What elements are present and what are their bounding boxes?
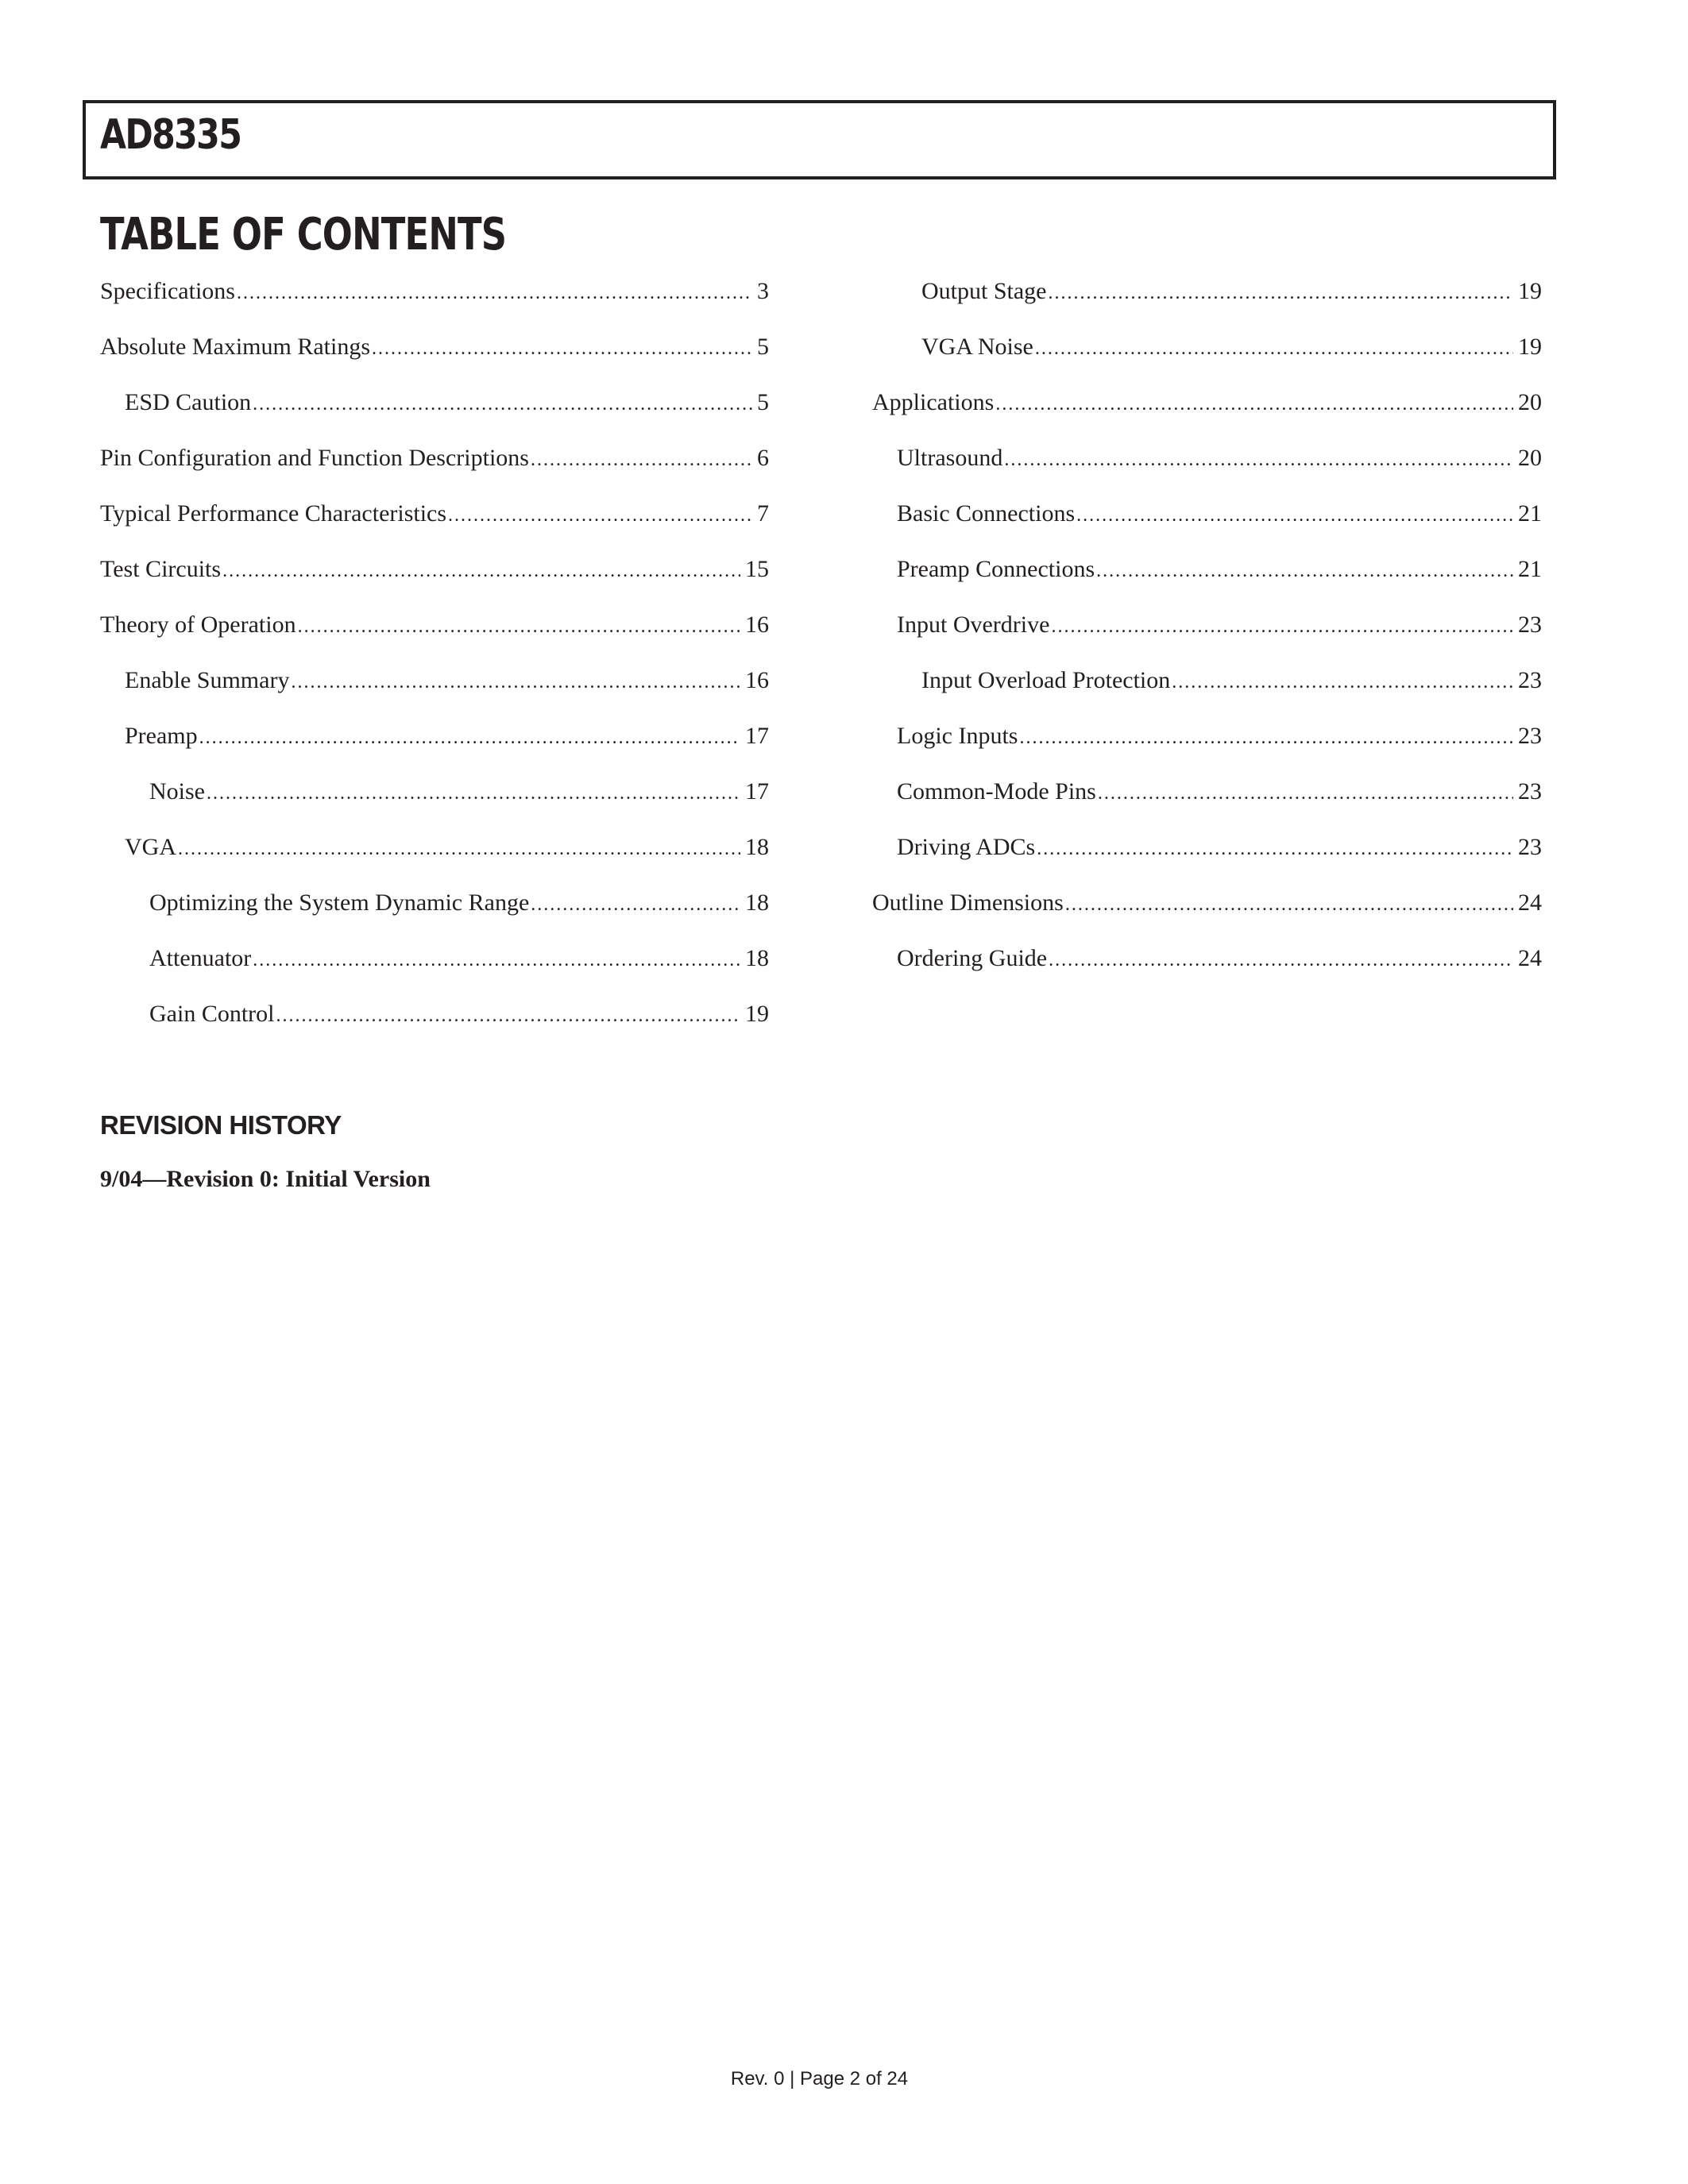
- toc-entry-title: Input Overload Protection: [921, 667, 1171, 693]
- dot-leader: [222, 550, 740, 592]
- dot-leader: [1004, 438, 1513, 481]
- toc-entry-title: Attenuator: [149, 945, 252, 971]
- dot-leader: [207, 772, 740, 815]
- dot-leader: [199, 716, 740, 759]
- toc-entry-title: Specifications: [100, 278, 235, 304]
- dot-leader: [1051, 605, 1513, 648]
- toc-entry-page: 23: [1518, 723, 1542, 749]
- dot-leader: [298, 605, 740, 648]
- toc-entry-page: 16: [745, 667, 769, 693]
- toc-entry-page: 6: [757, 445, 769, 471]
- toc-left-column: [100, 270, 769, 1048]
- toc-entry-page: 23: [1518, 778, 1542, 805]
- toc-entry-title: Enable Summary: [125, 667, 290, 693]
- toc-entry[interactable]: [872, 715, 1542, 770]
- toc-entry-page: 23: [1518, 612, 1542, 638]
- revision-history-entry: 9/04—Revision 0: Initial Version: [100, 1166, 431, 1192]
- toc-entry[interactable]: [872, 604, 1542, 659]
- dot-leader: [1019, 716, 1513, 759]
- toc-entry[interactable]: [100, 937, 769, 993]
- toc-entry-page: 5: [757, 389, 769, 415]
- toc-entry-title: ESD Caution: [125, 389, 252, 415]
- toc-entry[interactable]: [100, 326, 769, 381]
- toc-entry[interactable]: [100, 882, 769, 937]
- dot-leader: [1049, 939, 1513, 982]
- toc-entry-page: 17: [745, 723, 769, 749]
- toc-entry[interactable]: [100, 270, 769, 326]
- dot-leader: [253, 383, 752, 426]
- toc-entry-page: 15: [745, 556, 769, 582]
- toc-entry-title: Pin Configuration and Function Descriptions: [100, 445, 529, 471]
- toc-entry-page: 18: [745, 945, 769, 971]
- dot-leader: [1096, 550, 1513, 592]
- toc-entry-page: 20: [1518, 445, 1542, 471]
- dot-leader: [372, 327, 752, 370]
- dot-leader: [1172, 661, 1513, 704]
- toc-entry-page: 23: [1518, 834, 1542, 860]
- toc-entry[interactable]: [100, 548, 769, 604]
- toc-entry-title: Theory of Operation: [100, 612, 296, 638]
- toc-entry-page: 7: [757, 500, 769, 527]
- toc-entry-title: Absolute Maximum Ratings: [100, 334, 370, 360]
- toc-entry[interactable]: [872, 882, 1542, 937]
- toc-right-column: [872, 270, 1542, 993]
- dot-leader: [531, 438, 752, 481]
- toc-entry[interactable]: [100, 659, 769, 715]
- dot-leader: [276, 994, 741, 1037]
- toc-entry[interactable]: [100, 993, 769, 1048]
- toc-entry-page: 24: [1518, 945, 1542, 971]
- dot-leader: [531, 883, 740, 926]
- dot-leader: [237, 272, 752, 314]
- toc-entry[interactable]: [872, 770, 1542, 826]
- toc-entry[interactable]: [872, 937, 1542, 993]
- toc-entry-page: 19: [1518, 334, 1542, 360]
- toc-entry-page: 5: [757, 334, 769, 360]
- dot-leader: [448, 494, 752, 537]
- toc-entry-title: Basic Connections: [897, 500, 1076, 527]
- toc-entry[interactable]: [872, 826, 1542, 882]
- toc-entry-title: Output Stage: [921, 278, 1047, 304]
- toc-entry[interactable]: [872, 548, 1542, 604]
- toc-entry-page: 24: [1518, 889, 1542, 916]
- toc-entry-page: 16: [745, 612, 769, 638]
- dot-leader: [1037, 828, 1513, 870]
- toc-entry-title: VGA Noise: [921, 334, 1033, 360]
- dot-leader: [253, 939, 740, 982]
- toc-entry-page: 18: [745, 834, 769, 860]
- toc-entry-title: Ordering Guide: [897, 945, 1048, 971]
- toc-entry[interactable]: [100, 492, 769, 548]
- toc-entry-page: 20: [1518, 389, 1542, 415]
- toc-entry[interactable]: [100, 604, 769, 659]
- toc-entry[interactable]: [872, 381, 1542, 437]
- toc-entry-title: VGA: [125, 834, 176, 860]
- toc-entry-title: Ultrasound: [897, 445, 1003, 471]
- toc-entry-page: 19: [1518, 278, 1542, 304]
- toc-entry-page: 3: [757, 278, 769, 304]
- toc-entry[interactable]: [100, 715, 769, 770]
- toc-entry-page: 18: [745, 889, 769, 916]
- toc-entry-title: Gain Control: [149, 1001, 275, 1027]
- toc-entry-title: Logic Inputs: [897, 723, 1018, 749]
- toc-entry[interactable]: [100, 437, 769, 492]
- dot-leader: [995, 383, 1513, 426]
- toc-entry-page: 21: [1518, 500, 1542, 527]
- dot-leader: [1076, 494, 1513, 537]
- toc-entry-page: 21: [1518, 556, 1542, 582]
- toc-entry-title: Preamp Connections: [897, 556, 1095, 582]
- dot-leader: [178, 828, 740, 870]
- toc-entry[interactable]: [872, 326, 1542, 381]
- toc-entry-title: Input Overdrive: [897, 612, 1050, 638]
- toc-entry-title: Typical Performance Characteristics: [100, 500, 447, 527]
- toc-entry-page: 23: [1518, 667, 1542, 693]
- dot-leader: [1065, 883, 1513, 926]
- toc-entry[interactable]: [100, 381, 769, 437]
- dot-leader: [291, 661, 740, 704]
- toc-entry[interactable]: [872, 492, 1542, 548]
- toc-entry-page: 17: [745, 778, 769, 805]
- dot-leader: [1098, 772, 1513, 815]
- dot-leader: [1035, 327, 1513, 370]
- toc-title: TABLE OF CONTENTS: [100, 209, 507, 260]
- toc-entry-title: Common-Mode Pins: [897, 778, 1096, 805]
- toc-entry[interactable]: [100, 826, 769, 882]
- toc-entry-title: Noise: [149, 778, 205, 805]
- toc-entry-title: Driving ADCs: [897, 834, 1036, 860]
- revision-history-heading: REVISION HISTORY: [100, 1110, 342, 1140]
- dot-leader: [1049, 272, 1514, 314]
- toc-entry[interactable]: [872, 270, 1542, 326]
- page-footer: Rev. 0 | Page 2 of 24: [730, 2068, 909, 2089]
- toc-entry-title: Applications: [872, 389, 995, 415]
- toc-entry[interactable]: [872, 659, 1542, 715]
- toc-entry-title: Optimizing the System Dynamic Range: [149, 889, 530, 916]
- toc-entry-title: Test Circuits: [100, 556, 222, 582]
- part-number: AD8335: [100, 111, 241, 159]
- header-box: [83, 100, 1556, 179]
- toc-entry[interactable]: [100, 770, 769, 826]
- toc-entry-title: Outline Dimensions: [872, 889, 1064, 916]
- toc-entry[interactable]: [872, 437, 1542, 492]
- toc-entry-title: Preamp: [125, 723, 198, 749]
- toc-entry-page: 19: [745, 1001, 769, 1027]
